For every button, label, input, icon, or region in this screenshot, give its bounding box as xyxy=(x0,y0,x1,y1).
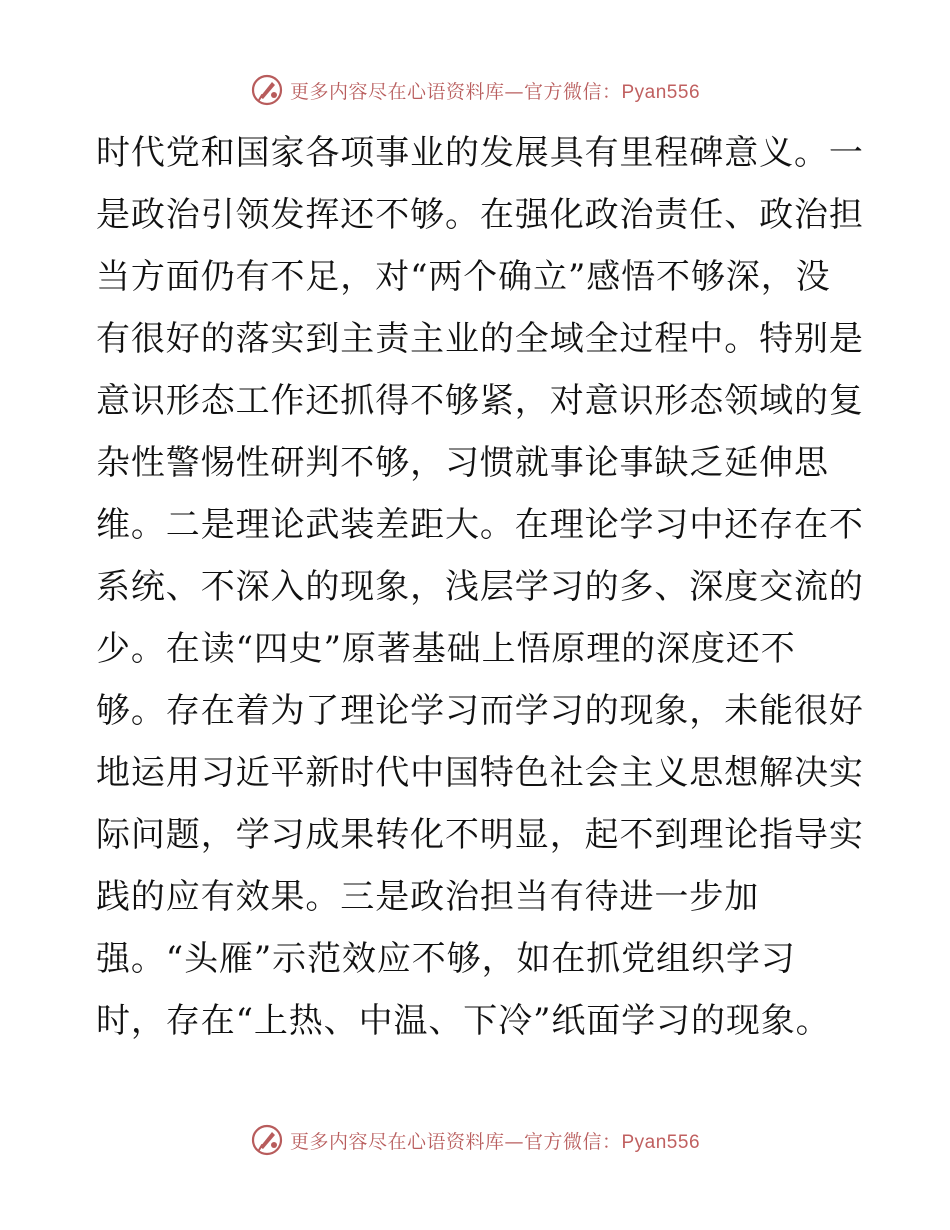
text-line: 维。二是理论武装差距大。在理论学习中还存在不 xyxy=(96,505,864,545)
text-line: 系统、不深入的现象，浅层学习的多、深度交流的 xyxy=(96,567,864,607)
text-line: 时代党和国家各项事业的发展具有里程碑意义。一 xyxy=(96,133,864,173)
text-line: 当方面仍有不足，对“两个确立”感悟不够深，没 xyxy=(96,257,831,297)
text-line: 时，存在“上热、中温、下冷”纸面学习的现象。 xyxy=(96,1001,831,1041)
text-line: 少。在读“四史”原著基础上悟原理的深度还不 xyxy=(96,629,796,669)
watermark-wechat-id: Pyan556 xyxy=(621,1131,701,1153)
watermark-wechat-label: 官方微信： xyxy=(523,1130,622,1153)
header-watermark-banner xyxy=(0,70,950,110)
text-line: 是政治引领发挥还不够。在强化政治责任、政治担 xyxy=(96,195,864,235)
watermark-dash: — xyxy=(504,1130,524,1153)
watermark-wechat-label: 官方微信： xyxy=(523,80,622,103)
text-line: 践的应有效果。三是政治担当有待进一步加 xyxy=(96,877,760,917)
text-line: 够。存在着为了理论学习而学习的现象，未能很好 xyxy=(96,691,864,731)
document-body xyxy=(96,122,864,1052)
watermark-text xyxy=(290,77,700,104)
watermark-slogan: 更多内容尽在心语资料库 xyxy=(289,1130,505,1153)
text-line: 有很好的落实到主责主业的全域全过程中。特别是 xyxy=(96,319,864,359)
watermark-dash: — xyxy=(504,80,524,103)
quill-seal-icon xyxy=(250,73,284,107)
text-line: 杂性警惕性研判不够，习惯就事论事缺乏延伸思 xyxy=(96,443,829,483)
text-line: 意识形态工作还抓得不够紧，对意识形态领域的复 xyxy=(96,381,864,421)
watermark-wechat-id: Pyan556 xyxy=(621,81,701,103)
text-line: 地运用习近平新时代中国特色社会主义思想解决实 xyxy=(96,753,864,793)
text-line: 际问题，学习成果转化不明显，起不到理论指导实 xyxy=(96,815,864,855)
watermark-slogan: 更多内容尽在心语资料库 xyxy=(289,80,505,103)
footer-watermark-banner xyxy=(0,1120,950,1160)
text-line: 强。“头雁”示范效应不够，如在抓党组织学习 xyxy=(96,939,796,979)
watermark-text xyxy=(290,1127,700,1154)
quill-seal-icon xyxy=(250,1123,284,1157)
